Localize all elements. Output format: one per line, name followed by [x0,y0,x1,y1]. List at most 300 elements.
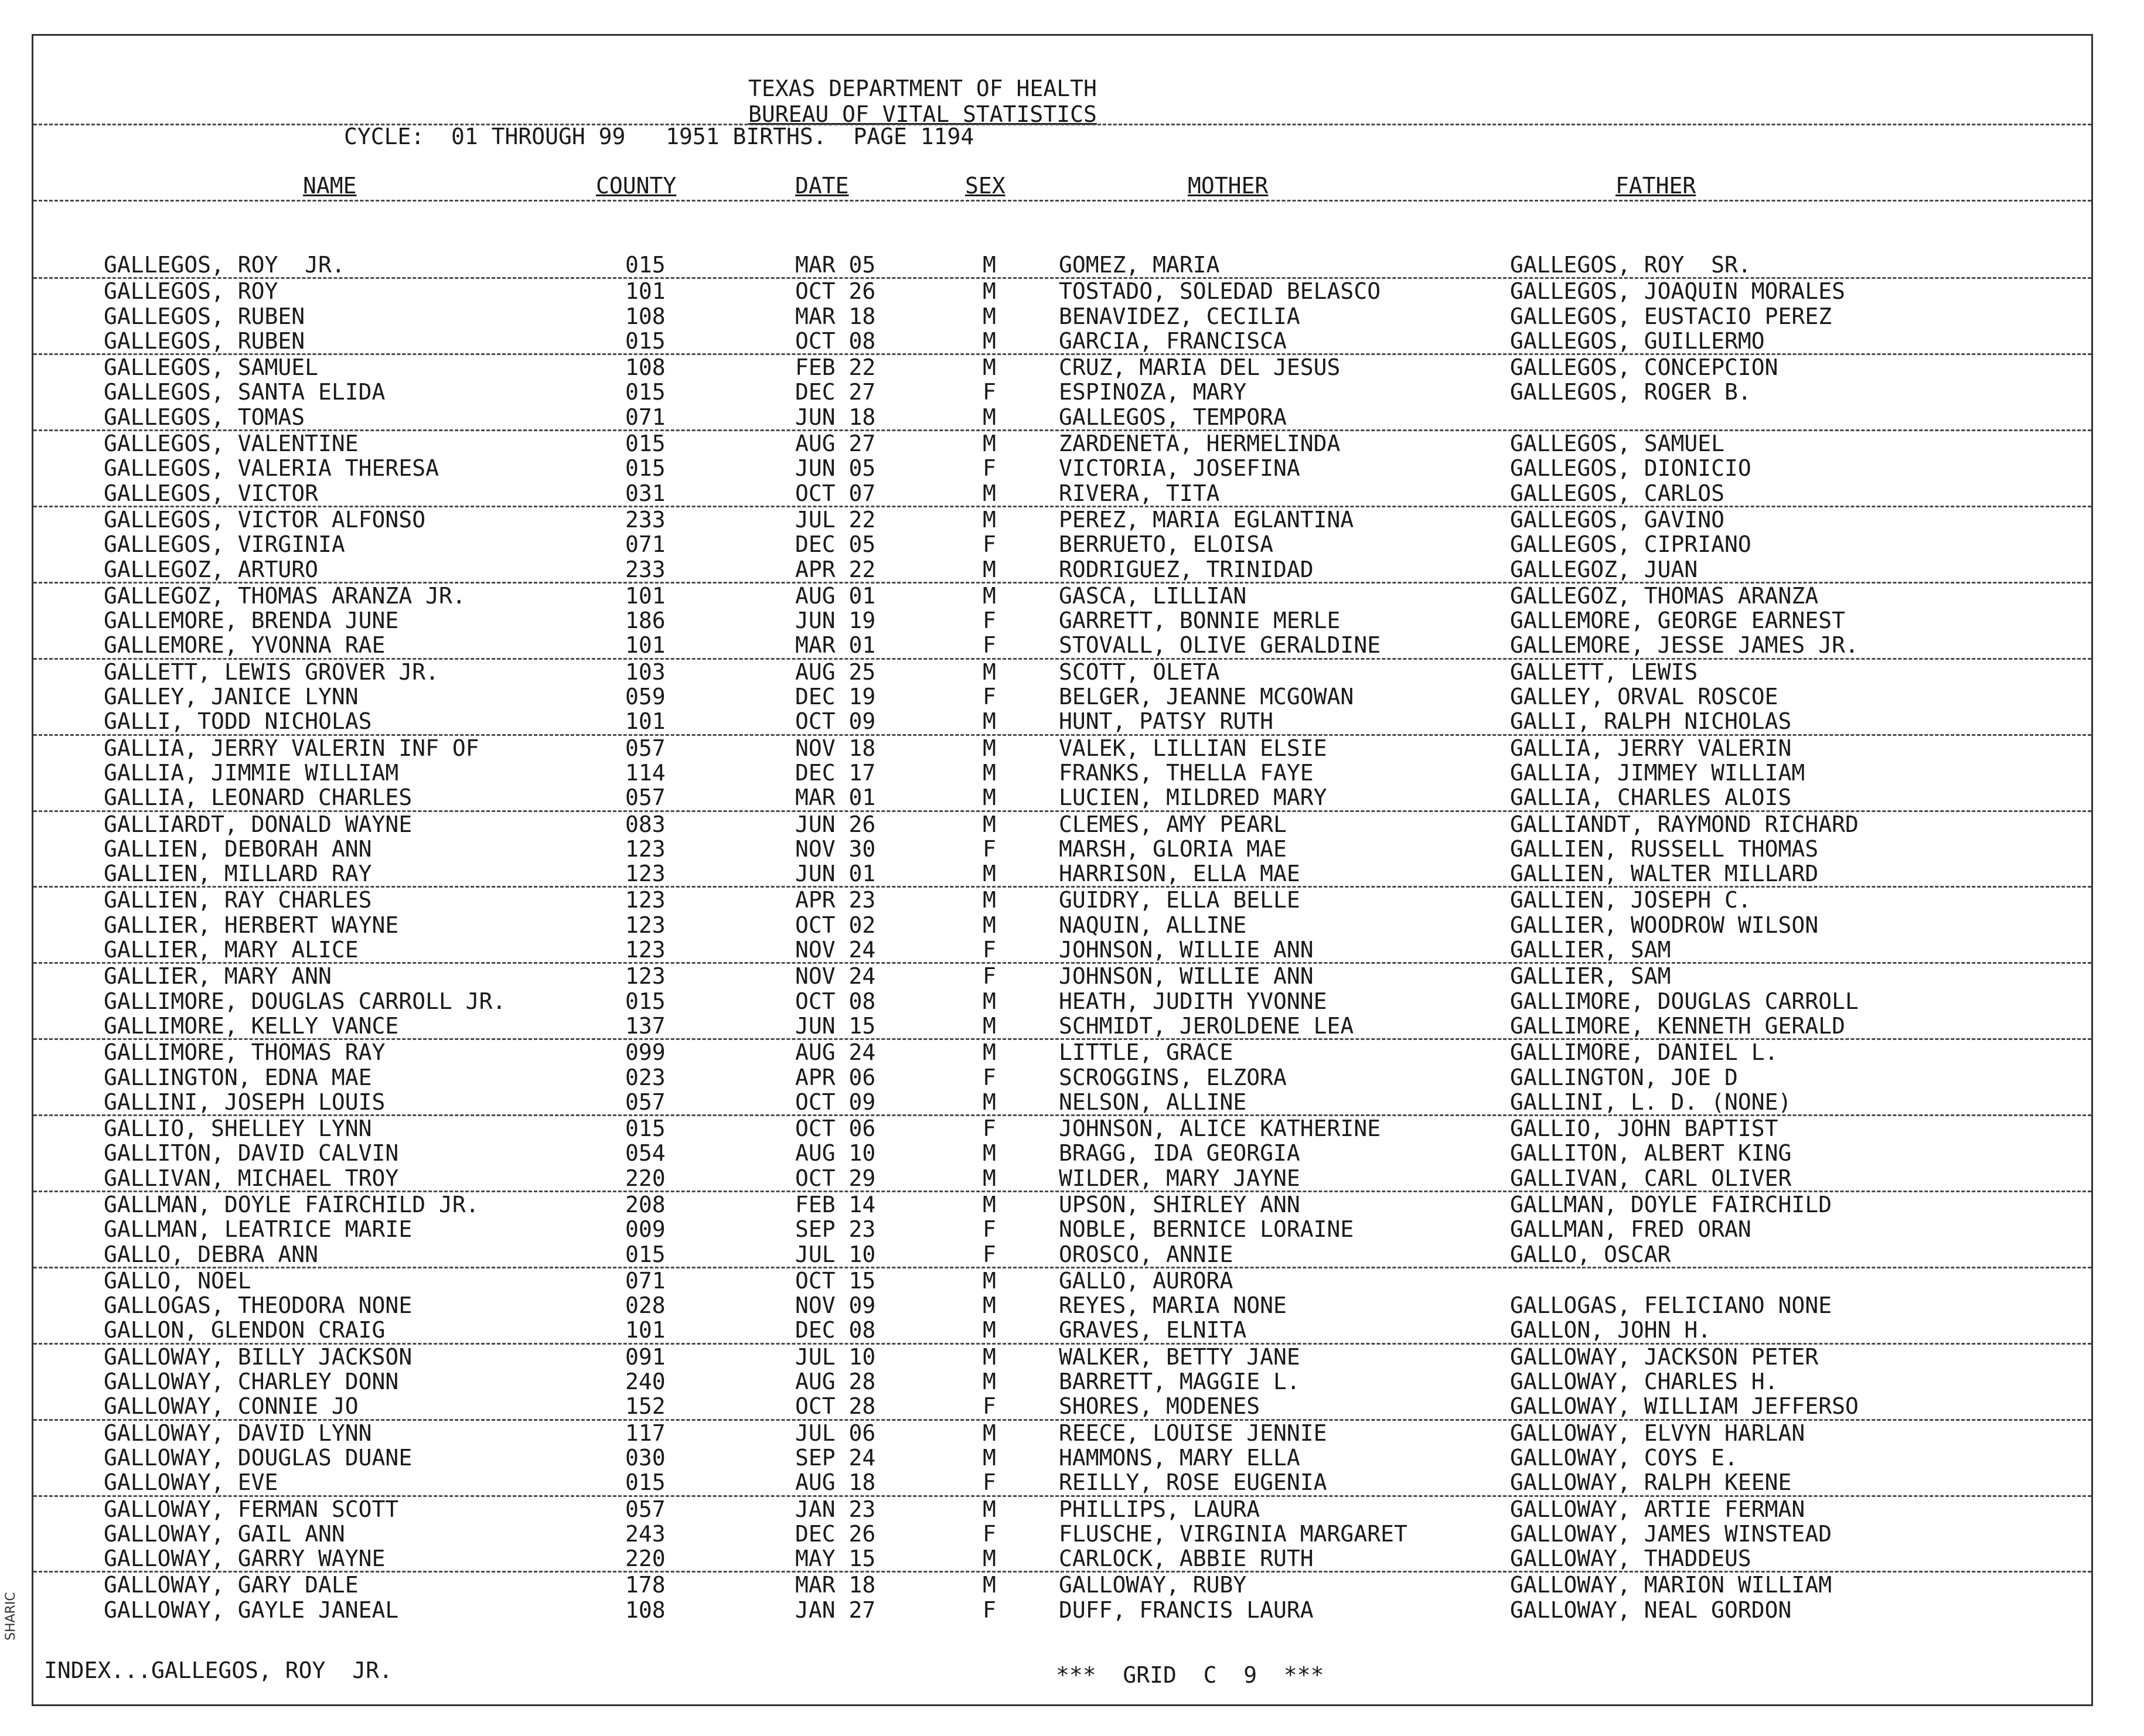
cell-date: APR 06 [795,1064,876,1090]
cell-mother: WALKER, BETTY JANE [1059,1343,1300,1370]
cell-father: GALLINI, L. D. (NONE) [1510,1089,1792,1115]
cell-county: 123 [625,963,666,990]
cell-name: GALLOWAY, GAIL ANN [104,1520,345,1547]
cell-date: JUL 22 [795,506,876,533]
cell-father: GALLOWAY, JACKSON PETER [1510,1343,1819,1370]
cell-county: 071 [625,1267,666,1294]
cell-name: GALLO, DEBRA ANN [104,1241,319,1267]
table-row [33,1522,2091,1546]
cell-sex: F [983,455,996,482]
cell-county: 057 [625,1089,666,1115]
cell-mother: ZARDENETA, HERMELINDA [1059,431,1341,457]
cell-father: GALLIER, SAM [1510,937,1671,963]
cell-father: GALLINGTON, JOE D [1510,1064,1738,1090]
table-row [33,507,2091,532]
cell-mother: HAMMONS, MARY ELLA [1059,1444,1300,1471]
cell-county: 015 [625,252,666,278]
cell-date: JAN 27 [795,1597,876,1623]
cell-county: 057 [625,735,666,761]
cell-name: GALLIA, JIMMIE WILLIAM [104,759,399,786]
cell-sex: M [983,354,996,381]
column-header-divider [33,200,2091,202]
table-row [33,1065,2091,1090]
cell-mother: GARRETT, BONNIE MERLE [1059,608,1341,634]
cell-sex: M [983,480,996,506]
cell-date: SEP 23 [795,1216,876,1243]
table-row [33,989,2091,1014]
table-row [33,1116,2091,1141]
cell-county: 015 [625,379,666,405]
cell-date: OCT 08 [795,988,876,1014]
cell-father: GALLOWAY, ELVYN HARLAN [1510,1420,1805,1446]
cell-name: GALLOWAY, CONNIE JO [104,1393,359,1420]
table-row [33,1546,2091,1573]
cell-date: OCT 28 [795,1393,876,1420]
cell-name: GALLITON, DAVID CALVIN [104,1140,399,1167]
cell-mother: GALLEGOS, TEMPORA [1059,404,1287,430]
footer-grid: *** GRID C 9 *** [1056,1662,1324,1688]
column-header-county: COUNTY [596,173,677,199]
cell-county: 178 [625,1572,666,1598]
cell-date: DEC 17 [795,759,876,786]
cell-mother: BARRETT, MAGGIE L. [1059,1369,1300,1395]
cell-sex: M [983,1420,996,1446]
cell-mother: NOBLE, BERNICE LORAINE [1059,1216,1354,1243]
cell-mother: MARSH, GLORIA MAE [1059,835,1287,862]
cell-mother: JOHNSON, ALICE KATHERINE [1059,1116,1381,1142]
cell-date: DEC 27 [795,379,876,405]
cell-mother: VICTORIA, JOSEFINA [1059,455,1300,482]
cell-mother: ESPINOZA, MARY [1059,379,1247,405]
cell-mother: PEREZ, MARIA EGLANTINA [1059,506,1354,533]
cell-sex: M [983,1191,996,1217]
cell-name: GALLEMORE, BRENDA JUNE [104,608,399,634]
cell-date: OCT 09 [795,708,876,735]
table-row [33,608,2091,633]
cell-sex: M [983,1267,996,1294]
cell-county: 108 [625,1597,666,1623]
cell-county: 220 [625,1165,666,1191]
cell-father: GALLIMORE, DOUGLAS CARROLL [1510,988,1859,1014]
cell-father: GALLOWAY, JAMES WINSTEAD [1510,1520,1832,1547]
cell-mother: HARRISON, ELLA MAE [1059,861,1300,887]
table-row [33,1445,2091,1470]
column-header-sex: SEX [965,173,1005,199]
cell-name: GALLIARDT, DONALD WAYNE [104,811,413,837]
cell-county: 057 [625,1496,666,1522]
cell-county: 015 [625,431,666,457]
cell-name: GALLEGOS, VICTOR [104,480,319,506]
table-row [33,785,2091,811]
cell-name: GALLOGAS, THEODORA NONE [104,1292,413,1319]
cell-county: 028 [625,1292,666,1319]
table-row [33,633,2091,659]
cell-mother: REYES, MARIA NONE [1059,1292,1287,1319]
cell-sex: F [983,379,996,405]
cell-sex: M [983,1140,996,1167]
cell-date: OCT 15 [795,1267,876,1294]
cell-name: GALLO, NOEL [104,1267,251,1294]
cell-date: NOV 30 [795,835,876,862]
cell-name: GALLIA, LEONARD CHARLES [104,785,413,811]
cell-date: NOV 24 [795,963,876,990]
cell-sex: F [983,835,996,862]
cell-county: 233 [625,506,666,533]
cell-date: FEB 14 [795,1191,876,1217]
cell-county: 114 [625,759,666,786]
cell-name: GALLOWAY, DAVID LYNN [104,1420,372,1446]
cell-father: GALLEGOS, GUILLERMO [1510,328,1765,354]
cell-county: 123 [625,912,666,938]
cell-sex: M [983,1317,996,1343]
department-title: TEXAS DEPARTMENT OF HEALTH [748,76,1097,101]
cell-date: NOV 18 [795,735,876,761]
cell-date: MAR 18 [795,1572,876,1598]
cell-father: GALLEGOS, DIONICIO [1510,455,1751,482]
cell-date: DEC 08 [795,1317,876,1343]
cell-father: GALLEGOS, CIPRIANO [1510,531,1751,558]
cell-county: 103 [625,659,666,685]
table-row [33,1141,2091,1165]
records-table [33,253,2091,1622]
cell-father: GALLIEN, RUSSELL THOMAS [1510,835,1819,862]
cell-mother: SCHMIDT, JEROLDENE LEA [1059,1012,1354,1039]
cell-name: GALLEGOZ, THOMAS ARANZA JR. [104,582,466,609]
table-row [33,253,2091,279]
cell-sex: F [983,684,996,710]
cell-mother: STOVALL, OLIVE GERALDINE [1059,632,1381,659]
cell-sex: M [983,582,996,609]
cell-father: GALLIEN, JOSEPH C. [1510,887,1751,913]
cell-sex: M [983,303,996,329]
cell-mother: SCOTT, OLETA [1059,659,1220,685]
cell-county: 015 [625,1469,666,1496]
table-row [33,355,2091,380]
table-row [33,1090,2091,1116]
cell-county: 057 [625,785,666,811]
cell-name: GALLIEN, RAY CHARLES [104,887,372,913]
cell-sex: M [983,1012,996,1039]
cell-name: GALLIMORE, THOMAS RAY [104,1039,386,1066]
cell-mother: OROSCO, ANNIE [1059,1241,1233,1267]
cell-father: GALLIA, JIMMEY WILLIAM [1510,759,1805,786]
cell-county: 220 [625,1546,666,1572]
cell-name: GALLI, TODD NICHOLAS [104,708,372,735]
table-row [33,684,2091,709]
cell-county: 208 [625,1191,666,1217]
cell-date: JUL 10 [795,1343,876,1370]
cell-sex: F [983,531,996,558]
cell-name: GALLEGOS, VALERIA THERESA [104,455,439,482]
cell-father: GALLOWAY, ARTIE FERMAN [1510,1496,1805,1522]
table-row [33,279,2091,303]
cell-mother: TOSTADO, SOLEDAD BELASCO [1059,278,1381,305]
cell-sex: M [983,252,996,278]
cell-mother: GRAVES, ELNITA [1059,1317,1247,1343]
cell-name: GALLEGOZ, ARTURO [104,556,319,582]
cell-county: 015 [625,1116,666,1142]
cell-date: MAY 15 [795,1546,876,1572]
cell-date: AUG 10 [795,1140,876,1167]
cell-name: GALLEY, JANICE LYNN [104,684,359,710]
cell-father: GALLOWAY, CHARLES H. [1510,1369,1778,1395]
cell-county: 108 [625,354,666,381]
cell-father: GALLEGOS, CONCEPCION [1510,354,1778,381]
cell-father: GALLEGOZ, JUAN [1510,556,1698,582]
column-header-mother: MOTHER [1188,173,1269,199]
cell-father: GALLEGOS, EUSTACIO PEREZ [1510,303,1832,329]
table-row [33,1242,2091,1268]
cell-father: GALLEGOS, JOAQUIN MORALES [1510,278,1845,305]
cell-sex: M [983,759,996,786]
cell-mother: NELSON, ALLINE [1059,1089,1247,1115]
cell-father: GALLIVAN, CARL OLIVER [1510,1165,1792,1191]
cell-county: 071 [625,404,666,430]
cell-sex: M [983,708,996,735]
cell-mother: SCROGGINS, ELZORA [1059,1064,1287,1090]
cell-sex: F [983,608,996,634]
cell-sex: F [983,963,996,990]
cell-father: GALLOGAS, FELICIANO NONE [1510,1292,1832,1319]
cell-county: 009 [625,1216,666,1243]
cell-date: NOV 09 [795,1292,876,1319]
table-row [33,760,2091,785]
cell-date: APR 22 [795,556,876,582]
cell-date: MAR 18 [795,303,876,329]
cell-date: OCT 26 [795,278,876,305]
cell-name: GALLON, GLENDON CRAIG [104,1317,386,1343]
cell-name: GALLOWAY, GARY DALE [104,1572,359,1598]
cell-mother: FLUSCHE, VIRGINIA MARGARET [1059,1520,1407,1547]
table-row [33,456,2091,480]
table-row [33,1345,2091,1369]
cell-date: OCT 07 [795,480,876,506]
cell-name: GALLIER, MARY ANN [104,963,332,990]
cell-father: GALLETT, LEWIS [1510,659,1698,685]
cell-name: GALLEGOS, ROY [104,278,278,305]
cell-name: GALLIO, SHELLEY LYNN [104,1116,372,1142]
cell-county: 101 [625,632,666,659]
cell-name: GALLEGOS, SAMUEL [104,354,319,381]
table-row [33,1192,2091,1217]
table-row [33,532,2091,557]
cell-sex: M [983,1546,996,1572]
cell-father: GALLIER, SAM [1510,963,1671,990]
cell-name: GALLEGOS, VICTOR ALFONSO [104,506,426,533]
cell-father: GALLIANDT, RAYMOND RICHARD [1510,811,1859,837]
table-row [33,380,2091,404]
cell-mother: LUCIEN, MILDRED MARY [1059,785,1327,811]
cell-sex: F [983,1216,996,1243]
cell-date: DEC 05 [795,531,876,558]
cell-date: OCT 09 [795,1089,876,1115]
column-header-name: NAME [303,173,357,199]
cell-date: MAR 01 [795,785,876,811]
cell-name: GALLOWAY, CHARLEY DONN [104,1369,399,1395]
table-row [33,812,2091,837]
cell-father: GALLIMORE, DANIEL L. [1510,1039,1778,1066]
cell-sex: M [983,1572,996,1598]
cell-mother: BENAVIDEZ, CECILIA [1059,303,1300,329]
cell-name: GALLOWAY, DOUGLAS DUANE [104,1444,413,1471]
cell-mother: BRAGG, IDA GEORGIA [1059,1140,1300,1167]
cell-father: GALLEGOZ, THOMAS ARANZA [1510,582,1819,609]
cell-mother: GUIDRY, ELLA BELLE [1059,887,1300,913]
cell-county: 101 [625,708,666,735]
table-row [33,861,2091,888]
table-row [33,1217,2091,1242]
cell-father: GALLOWAY, MARION WILLIAM [1510,1572,1832,1598]
cell-mother: RIVERA, TITA [1059,480,1220,506]
cell-date: JAN 23 [795,1496,876,1522]
table-row [33,888,2091,912]
cell-date: MAR 01 [795,632,876,659]
cell-name: GALLEGOS, RUBEN [104,303,305,329]
table-row [33,964,2091,988]
cell-mother: CLEMES, AMY PEARL [1059,811,1287,837]
cell-father: GALLMAN, FRED ORAN [1510,1216,1751,1243]
cell-name: GALLEGOS, TOMAS [104,404,305,430]
cell-date: AUG 25 [795,659,876,685]
cell-name: GALLOWAY, BILLY JACKSON [104,1343,413,1370]
document-frame [32,34,2093,1706]
cell-county: 123 [625,887,666,913]
cell-sex: F [983,1241,996,1267]
cell-county: 015 [625,455,666,482]
cell-sex: M [983,278,996,305]
cell-county: 015 [625,988,666,1014]
cell-mother: NAQUIN, ALLINE [1059,912,1247,938]
table-row [33,304,2091,329]
cell-mother: CARLOCK, ABBIE RUTH [1059,1546,1314,1572]
cell-father: GALLIMORE, KENNETH GERALD [1510,1012,1845,1039]
cell-father: GALLEGOS, CARLOS [1510,480,1725,506]
cell-mother: RODRIGUEZ, TRINIDAD [1059,556,1314,582]
cell-county: 123 [625,937,666,963]
cell-sex: M [983,1292,996,1319]
cell-date: JUL 10 [795,1241,876,1267]
cell-father: GALLIA, JERRY VALERIN [1510,735,1792,761]
cell-father: GALLOWAY, THADDEUS [1510,1546,1751,1572]
cell-mother: UPSON, SHIRLEY ANN [1059,1191,1300,1217]
cell-date: APR 23 [795,887,876,913]
cell-father: GALLI, RALPH NICHOLAS [1510,708,1792,735]
cell-name: GALLEGOS, ROY JR. [104,252,345,278]
cell-name: GALLIMORE, KELLY VANCE [104,1012,399,1039]
cell-county: 023 [625,1064,666,1090]
cell-name: GALLEGOS, RUBEN [104,328,305,354]
cell-mother: PHILLIPS, LAURA [1059,1496,1260,1522]
bureau-title: BUREAU OF VITAL STATISTICS [748,101,1097,127]
cell-father: GALLMAN, DOYLE FAIRCHILD [1510,1191,1832,1217]
cell-mother: GALLOWAY, RUBY [1059,1572,1247,1598]
cell-county: 233 [625,556,666,582]
cell-date: NOV 24 [795,937,876,963]
cell-name: GALLEGOS, VIRGINIA [104,531,345,558]
cell-county: 123 [625,835,666,862]
cell-sex: M [983,431,996,457]
table-row [33,1166,2091,1192]
cell-name: GALLMAN, LEATRICE MARIE [104,1216,413,1243]
cell-sex: F [983,632,996,659]
cell-mother: BELGER, JEANNE MCGOWAN [1059,684,1354,710]
cell-father: GALLIER, WOODROW WILSON [1510,912,1819,938]
cell-date: AUG 01 [795,582,876,609]
cell-sex: M [983,328,996,354]
cell-sex: F [983,937,996,963]
cell-date: JUN 18 [795,404,876,430]
cell-sex: M [983,735,996,761]
cell-mother: REILLY, ROSE EUGENIA [1059,1469,1327,1496]
cell-name: GALLIER, MARY ALICE [104,937,359,963]
cell-father: GALLEGOS, ROGER B. [1510,379,1751,405]
cell-mother: SHORES, MODENES [1059,1393,1260,1420]
cell-mother: LITTLE, GRACE [1059,1039,1233,1066]
cell-father: GALLEGOS, GAVINO [1510,506,1725,533]
cell-sex: M [983,887,996,913]
cell-mother: WILDER, MARY JAYNE [1059,1165,1300,1191]
column-header-father: FATHER [1615,173,1696,199]
cell-mother: JOHNSON, WILLIE ANN [1059,937,1314,963]
table-row [33,709,2091,735]
table-row [33,1369,2091,1394]
cell-father: GALLOWAY, NEAL GORDON [1510,1597,1792,1623]
cell-name: GALLOWAY, GAYLE JANEAL [104,1597,399,1623]
table-row [33,1497,2091,1522]
cell-mother: HEATH, JUDITH YVONNE [1059,988,1327,1014]
table-row [33,736,2091,760]
cell-name: GALLIER, HERBERT WAYNE [104,912,399,938]
cell-date: AUG 18 [795,1469,876,1496]
side-label: SHARIC [4,1592,18,1640]
cell-name: GALLETT, LEWIS GROVER JR. [104,659,439,685]
cell-father: GALLOWAY, WILLIAM JEFFERSO [1510,1393,1859,1420]
table-row [33,1394,2091,1420]
cell-county: 015 [625,1241,666,1267]
cell-father: GALLON, JOHN H. [1510,1317,1712,1343]
table-row [33,1573,2091,1597]
cell-name: GALLIEN, MILLARD RAY [104,861,372,887]
table-row [33,937,2091,964]
cell-name: GALLEMORE, YVONNA RAE [104,632,386,659]
cell-county: 152 [625,1393,666,1420]
cell-county: 186 [625,608,666,634]
table-row [33,557,2091,584]
cell-date: AUG 28 [795,1369,876,1395]
table-row [33,1293,2091,1318]
cell-sex: M [983,1165,996,1191]
cell-county: 015 [625,328,666,354]
table-row [33,1040,2091,1065]
cell-father: GALLEY, ORVAL ROSCOE [1510,684,1778,710]
cell-date: JUN 05 [795,455,876,482]
cell-county: 117 [625,1420,666,1446]
cell-sex: M [983,785,996,811]
cell-father: GALLIO, JOHN BAPTIST [1510,1116,1778,1142]
table-row [33,584,2091,608]
cell-county: 101 [625,278,666,305]
cell-date: SEP 24 [795,1444,876,1471]
cell-mother: DUFF, FRANCIS LAURA [1059,1597,1314,1623]
cell-date: DEC 19 [795,684,876,710]
cell-mother: CRUZ, MARIA DEL JESUS [1059,354,1341,381]
cell-county: 099 [625,1039,666,1066]
cell-county: 091 [625,1343,666,1370]
cell-county: 083 [625,811,666,837]
cell-father: GALLIA, CHARLES ALOIS [1510,785,1792,811]
cell-county: 101 [625,1317,666,1343]
cell-sex: F [983,1597,996,1623]
